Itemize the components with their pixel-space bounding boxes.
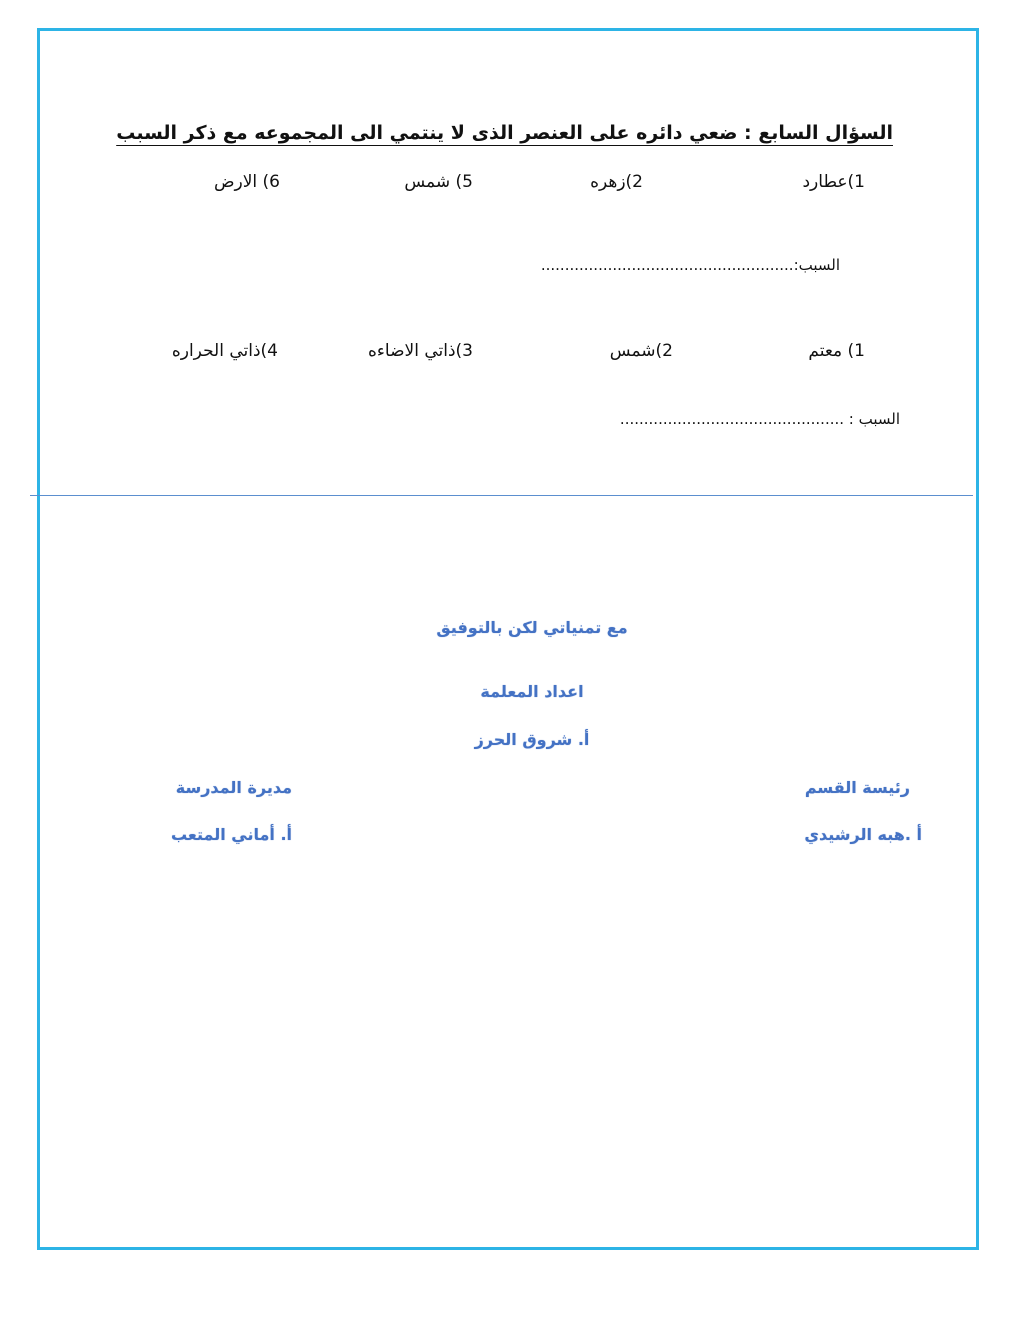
principal-title: مديرة المدرسة bbox=[175, 778, 292, 797]
question-title: السؤال السابع : ضعي دائره على العنصر الذى لا ينتمي الى المجموعه مع ذكر السبب bbox=[116, 122, 893, 144]
group2-option-3: 3)ذاتي الاضاءه bbox=[368, 341, 473, 361]
group1-reason-line: السبب:..................................................... bbox=[540, 256, 840, 274]
section-divider bbox=[30, 495, 973, 496]
page-border-frame bbox=[37, 28, 979, 1250]
prepared-by-label: اعداد المعلمة bbox=[480, 682, 584, 701]
principal-name: أ. أماني المتعب bbox=[170, 825, 292, 844]
group2-option-1: 1) معتم bbox=[808, 341, 865, 361]
group2-option-2: 2)شمس bbox=[609, 341, 673, 361]
group1-option-1: 1)عطارد bbox=[802, 172, 865, 192]
department-head-name: أ .هبه الرشيدي bbox=[804, 825, 922, 844]
teacher-name: أ. شروق الحرز bbox=[474, 730, 590, 749]
group1-option-3: 5) شمس bbox=[404, 172, 473, 192]
closing-wish: مع تمنياتي لكن بالتوفيق bbox=[436, 618, 628, 637]
department-head-title: رئيسة القسم bbox=[804, 778, 910, 797]
group2-option-4: 4)ذاتي الحراره bbox=[171, 341, 278, 361]
group1-option-4: 6) الارض bbox=[213, 172, 280, 192]
group1-option-2: 2)زهره bbox=[590, 172, 643, 192]
group2-reason-line: السبب : ............................................... bbox=[619, 410, 900, 428]
